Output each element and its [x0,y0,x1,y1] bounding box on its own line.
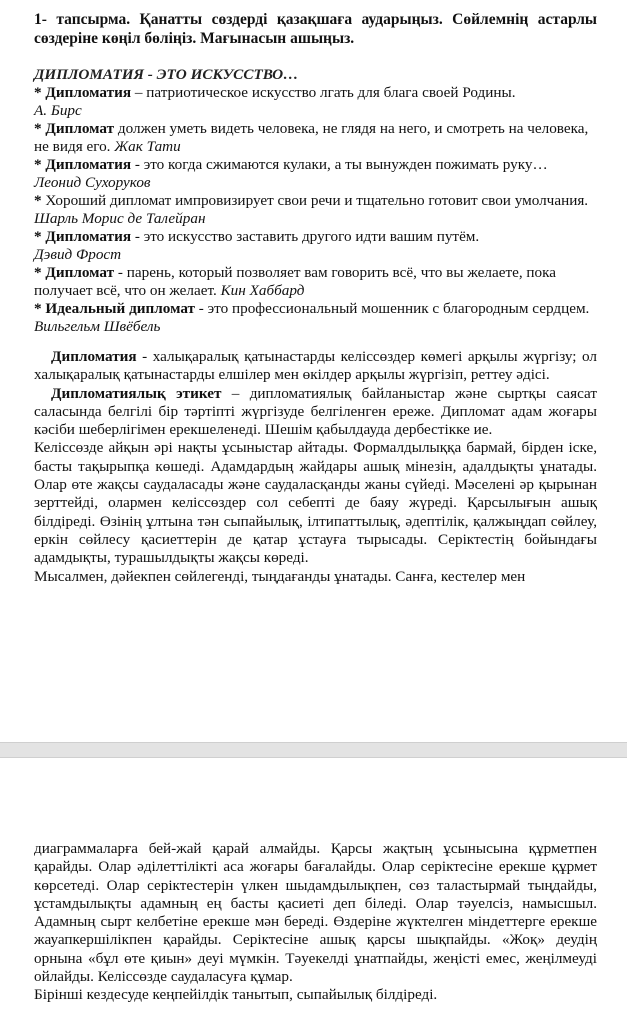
quote-marker: * [34,84,46,101]
quote-7 [34,300,597,336]
quote-author: Вильгельм Швёбель [34,318,161,335]
task-instruction: 1- тапсырма. Қанатты сөздерді қазақшаға аударыңыз. Сөйлемнің астарлы сөздеріне көңіл бөліңіз. Мағынасын ашыңыз. [34,11,597,47]
definition-diplomacy [34,348,597,385]
quote-6 [34,264,597,300]
quote-4 [34,192,597,228]
quote-text: Хороший дипломат импровизирует свои речи и тщательно готовит свои умолчания. [45,192,589,209]
definition-term: Дипломатиялық этикет [51,384,222,402]
document-page-2 [0,758,627,1030]
quote-1 [34,84,597,120]
quote-text: должен уметь видеть человека, не глядя на него, и смотреть на человека, не видя его. [34,120,589,155]
definition-diplomatic-etiquette [34,385,597,440]
body-paragraph-4: Мысалмен, дәйекпен сөйлегенді, тыңдағанды ұнатады. Санға, кестелер мен [34,567,526,585]
quote-text: - парень, который позволяет вам говорить всё, что вы желаете, пока получает всё, что он желает. [34,264,557,299]
quote-author: Дэвид Фрост [34,246,122,263]
quote-text: – патриотическое искусство лгать для блага своей Родины. [131,84,516,101]
section-heading: ДИПЛОМАТИЯ - ЭТО ИСКУССТВО… [34,66,299,83]
body-paragraph-continued: диаграммаларға бей-жай қарай алмайды. Қарсы жақтың ұсынысына құрметпен қарайды. Олар әділеттілікті аса жоғары бағалайды. Олар серіктесіне ерекше құрмет көрсетеді. Олар серіктестерін үлкен шыдамдылықпен, сөз таластырмай тыңдайды, ұстамдылықты адамның ең басты қасиеті деп біледі. Олар тәуелсіз, намысшыл. Адамның сырт келбетіне ерекше мән береді. Өздеріне жүктелген міндеттерге ерекше жауапкершілікпен қарайды. Серіктесіне ашық қарсы шықпайды. «Жоқ» деудің орнына «бұл өте қиын» деуі мүмкін. Тәуекелді ұнатпайды, жеңісті емес, жеңілмеуді ойлайды. Келіссөзде саудаласуға құмар. [34,840,597,986]
quote-marker: * [34,300,46,317]
body-paragraph-last: Бірінші кездесуде кеңпейілдік танытып, сыпайылық білдіреді. [34,986,438,1004]
quote-author: Шарль Морис де Талейран [34,210,206,227]
quote-author: А. Бирс [34,102,82,119]
quote-author: Жак Тати [114,138,181,155]
quote-marker: * [34,120,46,137]
quote-author: Леонид Сухоруков [34,174,151,191]
quote-term: Дипломатия [45,156,132,173]
quote-term: Дипломатия [45,84,132,101]
page-2-content [34,840,597,1005]
quote-term: Дипломат [45,120,115,137]
quote-3 [34,156,597,192]
quote-5 [34,228,597,264]
quote-2 [34,120,597,156]
definition-term: Дипломатия [51,348,137,365]
quote-text: - это профессиональный мошенник с благородным сердцем. [194,300,590,317]
definition-text: – дипломатиялық байланыстар және сыртқы саясат саласында белгілі бір тәртіпті жүргізуде белгіленген ереже. Дипломат адам жоғары кәсіби шеберлігімен ерекшеленеді. Шешім қабылдауда дербестікке ие. [34,384,597,439]
body-paragraph-3: Келіссөзде айқын әрі нақты ұсыныстар айтады. Формалдылыққа бармай, бірден іске, басты тақырыпқа көшеді. Адамдардың жайдары ашық мінезін, адалдықты ұнатады. Олар өте жақсы саудаласады және саудаласқанды жаны сүйеді. Мәселені әр қырынан зерттейді, олармен келіссөздер сол себепті де баяу жүреді. Қарсылығын ашық білдіреді. Өзінің ұлтына тән сыпайылық, ілтипаттылық, әдептілік, қалжыңдап сөйлеу, еркін сөйлесу қасиеттерін де қатар ұстауға тырысады. Серіктестің бойындағы адамдықты, турашылдықты жақсы көреді. [34,439,597,567]
definition-text: - халықаралық қатынастарды келіссөздер көмегі арқылы жүргізу; ол халықаралық қатынастарды елшілер мен өкілдер арқылы жүргізіп, реттеу әдісі. [34,348,597,384]
quote-marker: * [34,228,46,245]
quote-text: - это искусство заставить другого идти вашим путём. [131,228,480,245]
spacer [34,336,597,348]
quote-term: Дипломатия [45,228,132,245]
quote-author: Кин Хаббард [220,282,305,299]
quote-text: - это когда сжимаются кулаки, а ты вынужден пожимать руку… [131,156,548,173]
page-break-gap [0,742,627,758]
page-1-content [34,10,597,586]
quote-marker: * [34,264,46,281]
quote-term: Дипломат [45,264,115,281]
quote-marker: * [34,156,46,173]
quote-term: Идеальный дипломат [45,300,195,317]
quote-marker: * [34,192,46,209]
